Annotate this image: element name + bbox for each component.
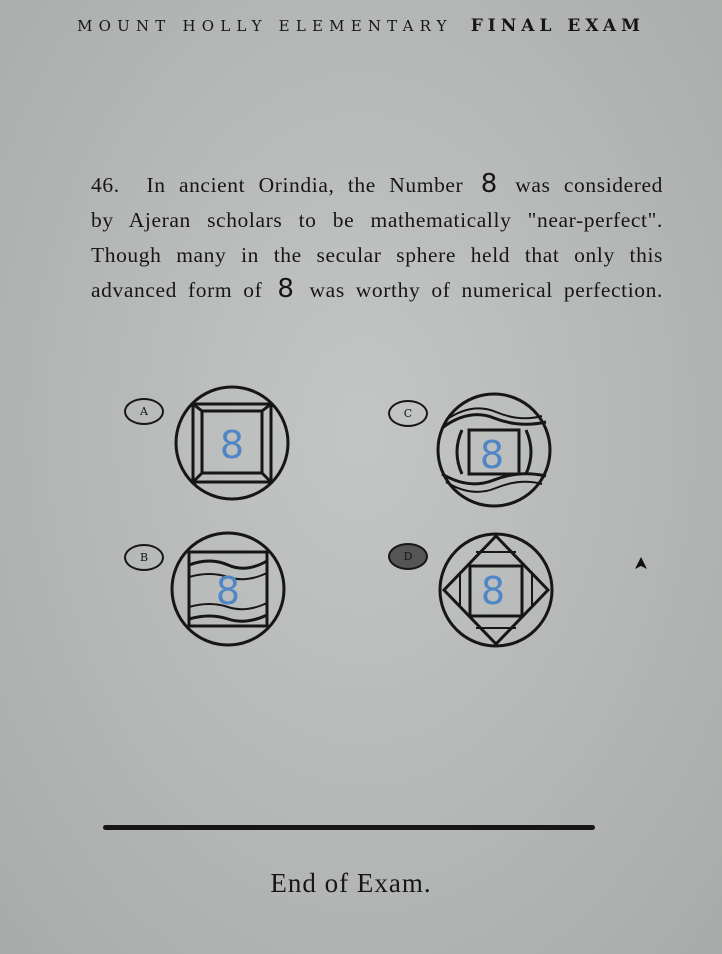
figure-b-wave-top: [189, 561, 267, 568]
figure-a[interactable]: [172, 383, 292, 503]
question-line-2: by Ajeran scholars to be mathematically "near-perfect".: [91, 208, 663, 232]
end-of-exam-text: End of Exam.: [270, 868, 432, 898]
choice-b-label: B: [139, 551, 149, 564]
figure-a-digit: 8: [219, 423, 245, 467]
figure-d[interactable]: [436, 530, 556, 650]
choice-c-label: C: [403, 407, 413, 420]
question-text: [91, 168, 663, 308]
school-name: MOUNT HOLLY ELEMENTARY: [77, 17, 453, 35]
exam-header: [0, 16, 722, 36]
figure-b[interactable]: [170, 531, 290, 651]
question-line-4: advanced form of 8 was worthy of numerical perfection.: [91, 274, 663, 304]
figure-c-arc-right: [526, 430, 531, 474]
figure-b-digit: 8: [215, 569, 241, 613]
eight-glyph: 8: [480, 169, 498, 199]
figure-d-digit: 8: [480, 569, 506, 613]
exam-title: FINAL EXAM: [470, 16, 645, 36]
choice-a-button[interactable]: [124, 398, 164, 425]
question-line-3: Though many in the secular sphere held that only this: [91, 243, 663, 267]
figure-c[interactable]: [434, 390, 554, 510]
question-number: 46.: [91, 173, 120, 197]
choice-d-label: D: [403, 550, 413, 563]
figure-c-digit: 8: [479, 433, 505, 477]
divider-line: [103, 825, 595, 830]
figure-c-arc-left: [457, 430, 462, 474]
choice-a-label: A: [140, 405, 148, 418]
figure-c-wave-top: [442, 415, 546, 428]
choice-b-button[interactable]: [124, 544, 164, 571]
choice-c-button[interactable]: [388, 400, 428, 427]
choice-d-button[interactable]: [388, 543, 428, 570]
eight-glyph: 8: [277, 274, 295, 304]
cursor-arrow-icon: [634, 556, 648, 570]
figure-b-wave-bottom: [189, 615, 267, 621]
question-line-1: 46. In ancient Orindia, the Number 8 was considered: [91, 169, 664, 199]
